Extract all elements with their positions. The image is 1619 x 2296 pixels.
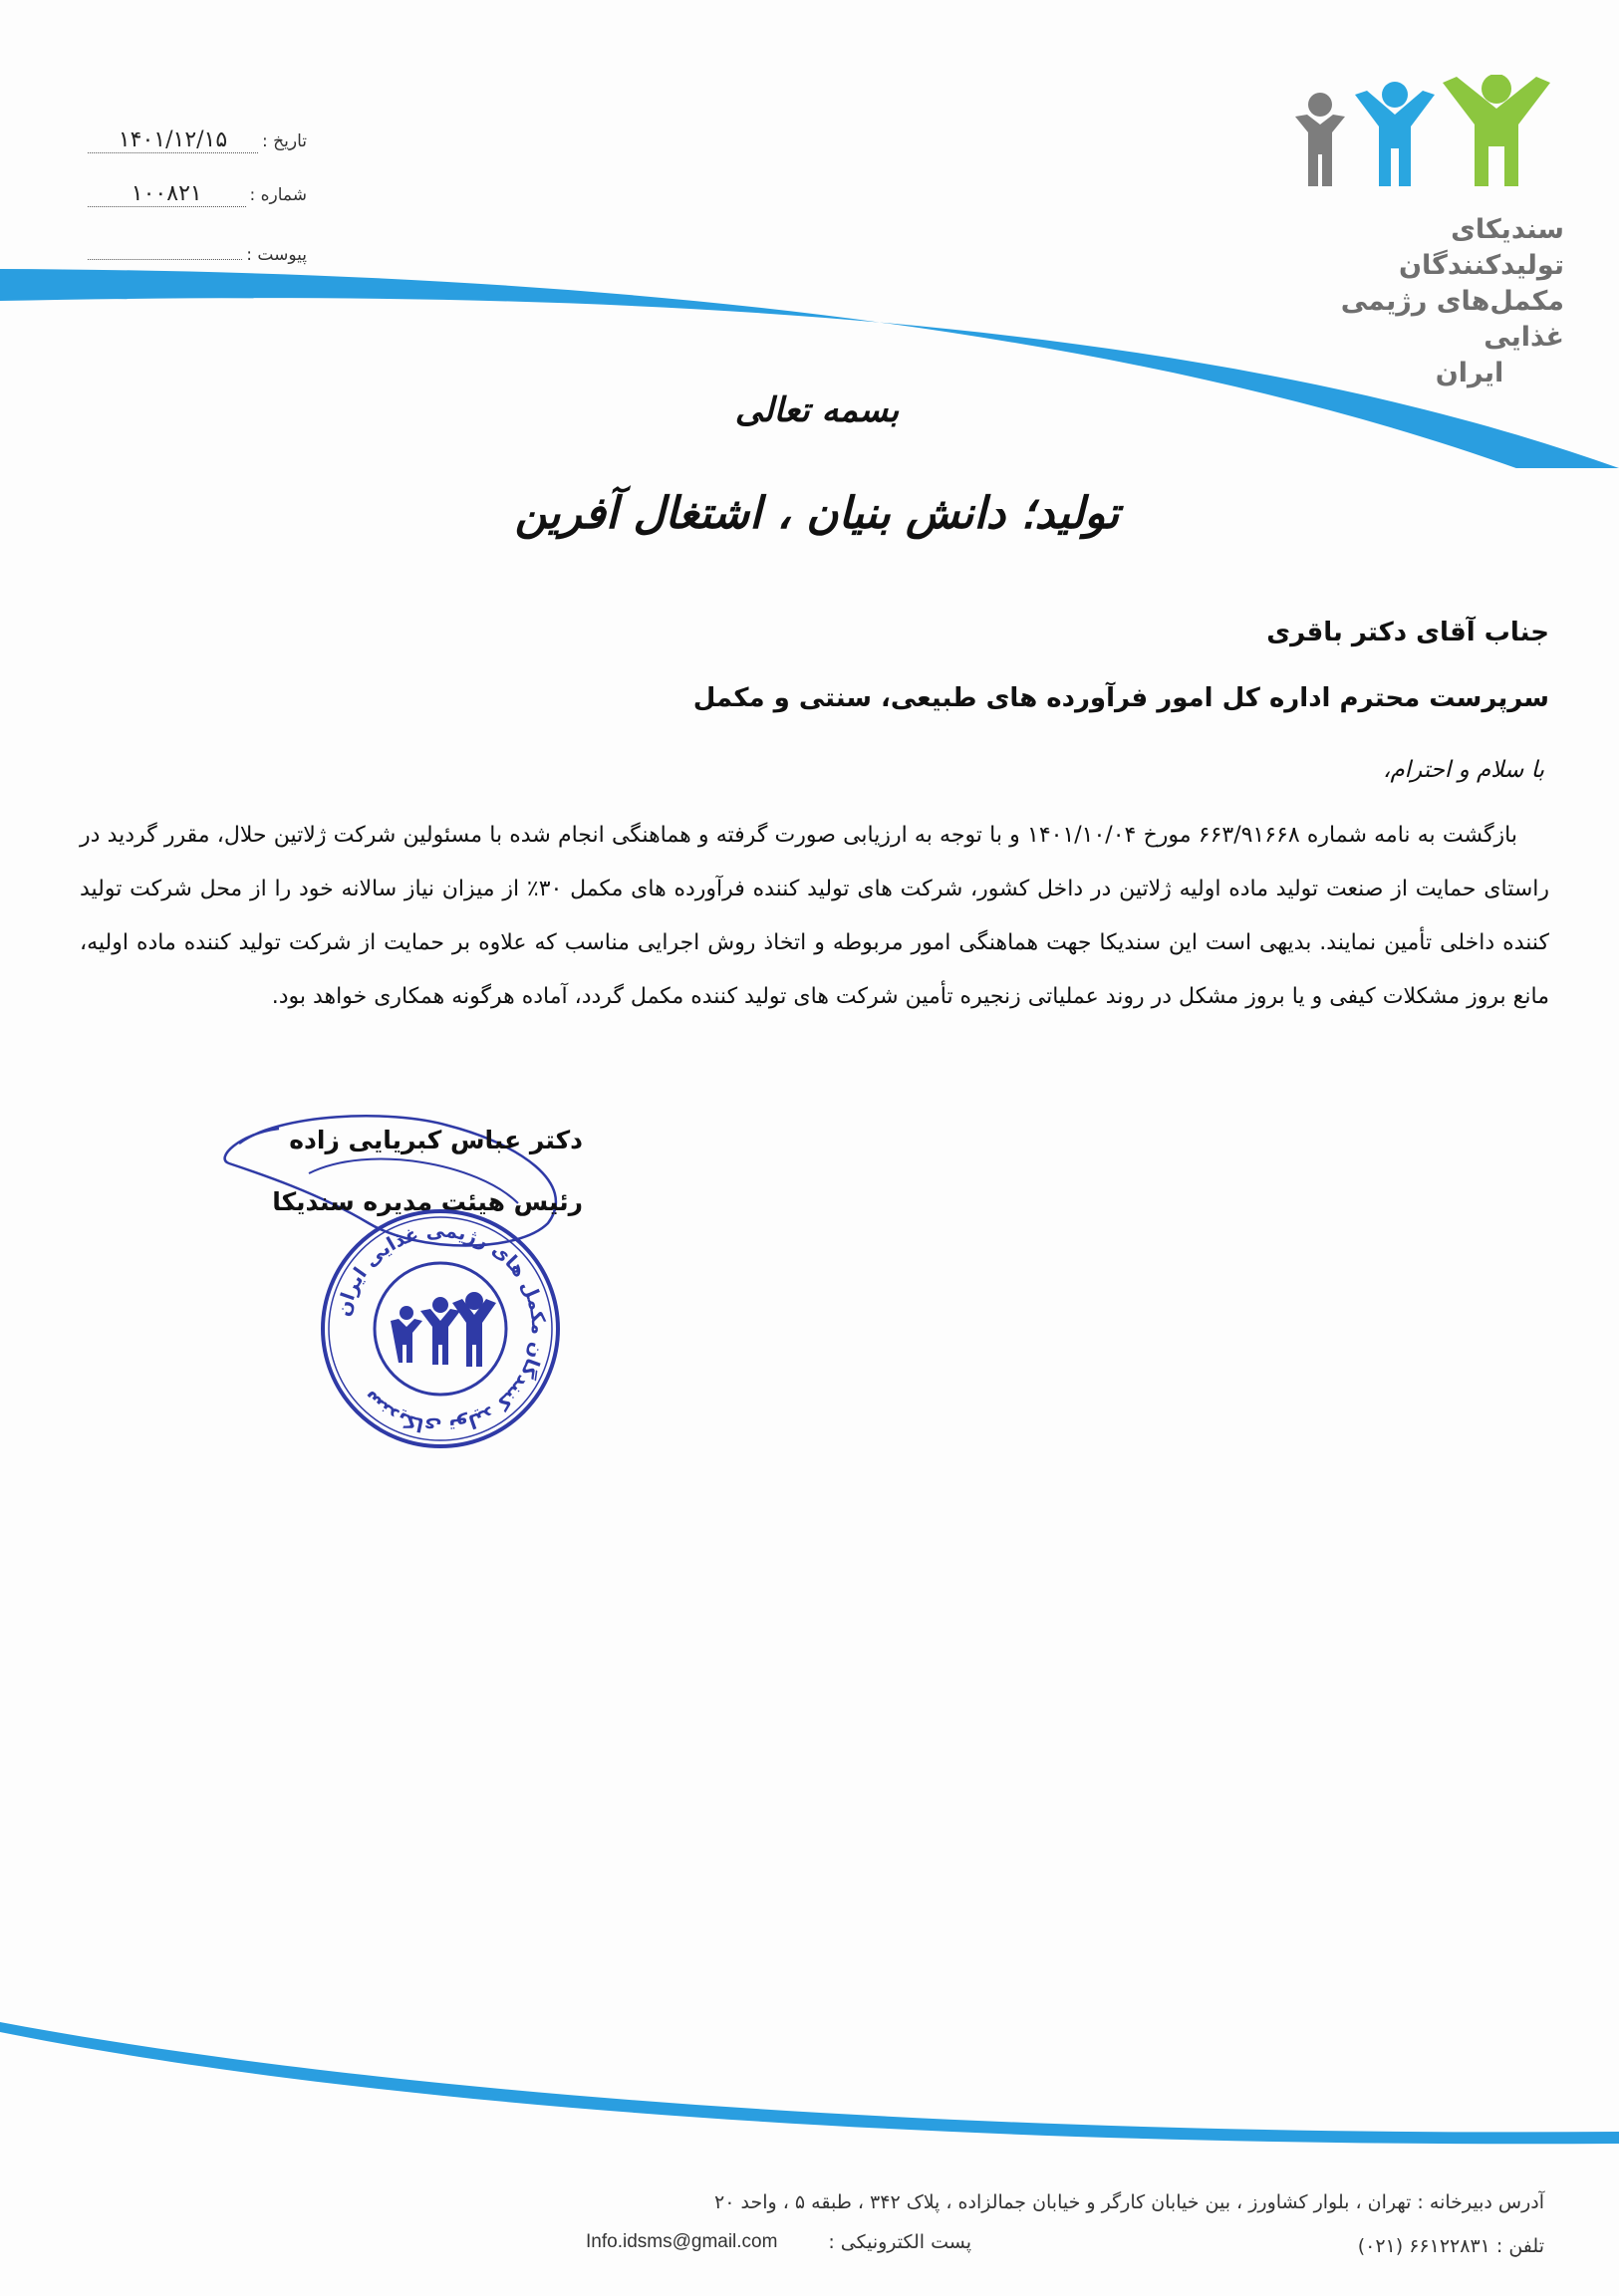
greeting: با سلام و احترام، <box>1383 757 1544 783</box>
footer-email[interactable]: Info.idsms@gmail.com <box>586 2231 778 2252</box>
stamp-text: سندیکای تولید کنندگان مکمل های رژیمی غذایی ایران <box>332 1219 550 1438</box>
organization-name <box>1285 212 1564 391</box>
attachment-value <box>88 235 242 260</box>
attachment-label: پیوست : <box>246 245 307 265</box>
signer-name: دکتر عباس کبریایی زاده <box>289 1126 583 1154</box>
footer-phone: تلفن : ۶۶۱۲۲۸۳۱ (۰۲۱) <box>1357 2235 1544 2257</box>
organization-logo <box>1285 75 1564 388</box>
attachment-row <box>88 235 307 289</box>
slogan-heading: تولید؛ دانش بنیان ، اشتغال آفرین <box>514 488 1120 539</box>
date-row <box>88 128 307 181</box>
footer-address: آدرس دبیرخانه : تهران ، بلوار کشاورز ، بین خیابان کارگر و خیابان جمالزاده ، پلاک ۳۴۲ ، طبقه ۵ ، واحد ۲۰ <box>714 2191 1544 2213</box>
date-label: تاریخ : <box>262 131 307 151</box>
organization-name-line1: سندیکای تولیدکنندگان <box>1398 214 1564 281</box>
letter-meta <box>88 128 307 289</box>
recipient-title: سرپرست محترم اداره کل امور فرآورده های طبیعی، سنتی و مکمل <box>692 683 1549 713</box>
number-row <box>88 181 307 235</box>
people-logo-icon <box>1285 75 1564 189</box>
basmala-heading: بسمه تعالی <box>734 390 900 430</box>
letter-body: بازگشت به نامه شماره ۶۶۳/۹۱۶۶۸ مورخ ۱۴۰۱/۱۰/۰۴ و با توجه به ارزیابی صورت گرفته و هماهنگی انجام شده با مسئولین شرکت ژلاتین حلال، مقرر گردید در راستای حمایت از صنعت تولید ماده اولیه ژلاتین در داخل کشور، شرکت های تولید کننده فرآورده های مکمل ۳۰٪ از میزان نیاز سالانه خود را از محل شرکت تولید کننده داخلی تأمین نمایند. بدیهی است این سندیکا جهت هماهنگی امور مربوطه و اتخاذ روش اجرایی مناسب که علاوه بر حمایت از شرکت تولید کننده ماده اولیه، مانع بروز مشکلات کیفی و یا بروز مشکل در روند عملیاتی زنجیره تأمین شرکت های تولید کننده مکمل گردد، آماده هرگونه همکاری خواهد بود. <box>80 823 1550 1009</box>
organization-name-line2: مکمل‌های رژیمی غذایی <box>1340 286 1564 353</box>
footer-email-label: پست الکترونیکی : <box>828 2231 971 2253</box>
number-value: ۱۰۰۸۲۱ <box>88 181 246 207</box>
signer-title: رئیس هیئت مدیره سندیکا <box>272 1187 583 1216</box>
recipient-name: جناب آقای دکتر باقری <box>1266 618 1549 647</box>
number-label: شماره : <box>249 185 307 205</box>
stamp-logo-icon <box>391 1292 496 1367</box>
footer-wave-decoration <box>0 2002 1619 2201</box>
official-stamp <box>317 1205 564 1452</box>
date-value: ۱۴۰۱/۱۲/۱۵ <box>88 128 258 153</box>
organization-name-line3: ایران <box>1435 358 1504 388</box>
